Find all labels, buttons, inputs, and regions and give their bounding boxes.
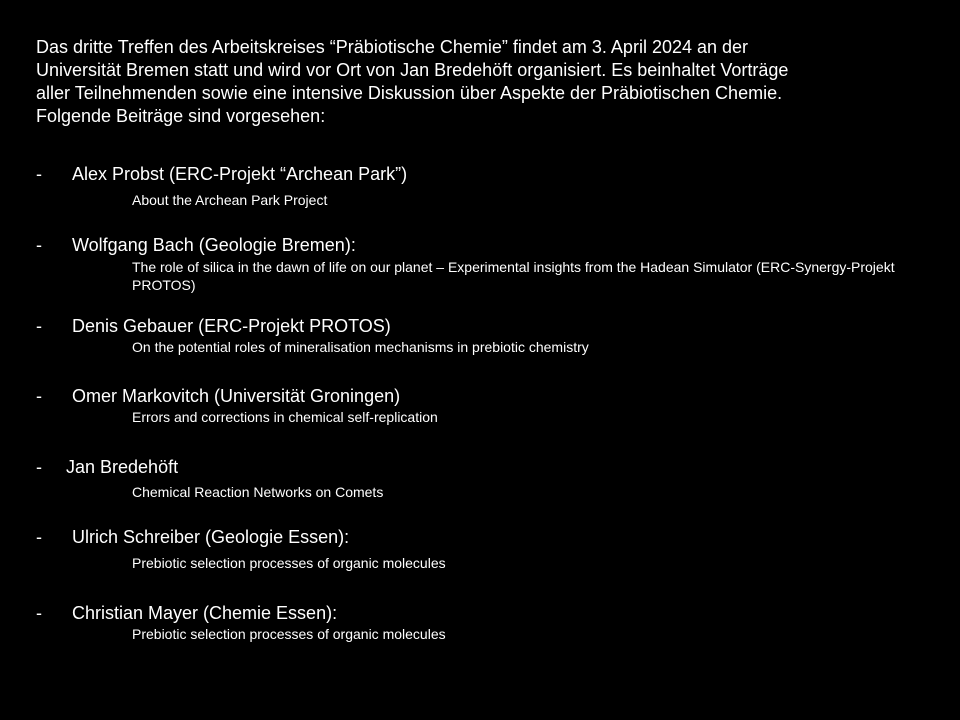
intro-line: Das dritte Treffen des Arbeitskreises “Präbiotische Chemie” findet am 3. April 2024 an der — [36, 37, 749, 57]
intro-paragraph — [36, 36, 936, 128]
talk-title: Errors and corrections in chemical self-replication — [132, 409, 438, 425]
speaker-name: Denis Gebauer (ERC-Projekt PROTOS) — [72, 316, 391, 336]
intro-line: Folgende Beiträge sind vorgesehen: — [36, 106, 326, 126]
talk-title: Chemical Reaction Networks on Comets — [132, 484, 384, 500]
bullet-dash: - — [36, 457, 42, 477]
bullet-dash: - — [36, 527, 42, 547]
bullet-dash: - — [36, 235, 42, 255]
speaker-name: Christian Mayer (Chemie Essen): — [72, 603, 338, 623]
speaker-line — [36, 385, 400, 407]
intro-line: aller Teilnehmenden sowie eine intensive Diskussion über Aspekte der Präbiotischen Chemie. — [36, 83, 783, 103]
speaker-line — [36, 234, 356, 256]
speaker-line — [36, 163, 407, 185]
speaker-line — [36, 315, 391, 337]
intro-line: Universität Bremen statt und wird vor Ort von Jan Bredehöft organisiert. Es beinhaltet Vorträge — [36, 60, 789, 80]
speaker-name: Alex Probst (ERC-Projekt “Archean Park”) — [72, 164, 408, 184]
bullet-dash: - — [36, 603, 42, 623]
speaker-line — [36, 602, 337, 624]
bullet-dash: - — [36, 316, 42, 336]
speaker-line — [36, 456, 178, 478]
speaker-line — [36, 526, 349, 548]
talk-title: On the potential roles of mineralisation mechanisms in prebiotic chemistry — [132, 339, 589, 355]
talk-title: Prebiotic selection processes of organic molecules — [132, 626, 446, 642]
speaker-name: Ulrich Schreiber (Geologie Essen): — [72, 527, 350, 547]
talk-title: About the Archean Park Project — [132, 192, 328, 208]
bullet-dash: - — [36, 386, 42, 406]
speaker-name: Wolfgang Bach (Geologie Bremen): — [72, 235, 356, 255]
talk-title: Prebiotic selection processes of organic molecules — [132, 555, 446, 571]
speaker-name: Jan Bredehöft — [66, 457, 179, 477]
talk-title: The role of silica in the dawn of life on our planet – Experimental insights from the Hadean Simulator (ERC-Synergy-Projekt PROTOS) — [132, 259, 895, 293]
speaker-name: Omer Markovitch (Universität Groningen) — [72, 386, 401, 406]
bullet-dash: - — [36, 164, 42, 184]
